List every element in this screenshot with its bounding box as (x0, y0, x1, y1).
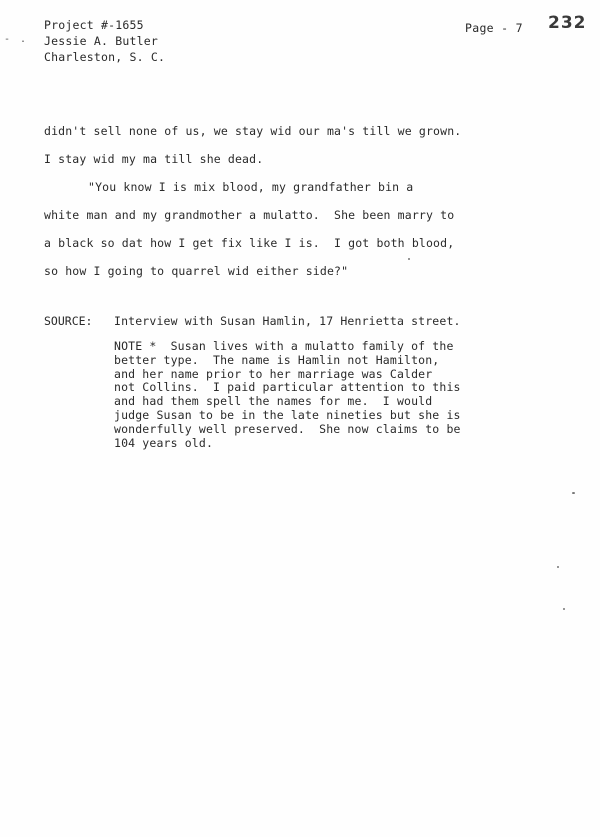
source-label: SOURCE: (44, 314, 93, 328)
note-block (114, 340, 461, 450)
source-text: Interview with Susan Hamlin, 17 Henrietta street. (114, 314, 461, 328)
paper-speck (557, 566, 559, 568)
body-line: white man and my grandmother a mulatto. She been marry to (44, 208, 455, 222)
paper-speck (572, 492, 575, 494)
note-line: and had them spell the names for me. I would (114, 394, 433, 409)
note-line: NOTE * Susan lives with a mulatto family of the (114, 339, 454, 353)
location: Charleston, S. C. (44, 50, 166, 64)
note-line: and her name prior to her marriage was Calder (114, 366, 433, 381)
note-line: better type. The name is Hamlin not Hamilton, (114, 352, 440, 367)
note-line: not Collins. I paid particular attention to this (114, 380, 461, 395)
body-line: a black so dat how I get fix like I is. I got both blood, (44, 236, 455, 250)
stamped-page-number: 232 (548, 13, 587, 33)
body-line: so how I going to quarrel wid either side?" (44, 264, 349, 278)
body-line: "You know I is mix blood, my grandfather bin a (88, 180, 414, 194)
note-line: judge Susan to be in the late nineties but she is (114, 407, 461, 422)
interview-body (44, 123, 564, 291)
author-name: Jessie A. Butler (44, 34, 158, 48)
note-line: 104 years old. (114, 435, 214, 450)
project-number: Project #-1655 (44, 18, 144, 32)
body-line: didn't sell none of us, we stay wid our ma's till we grown. (44, 124, 462, 138)
margin-mark: - . (4, 34, 29, 45)
page-number: Page - 7 (465, 21, 523, 35)
paper-speck (563, 608, 565, 610)
body-line: I stay wid my ma till she dead. (44, 152, 264, 166)
paper-speck (408, 258, 410, 260)
header-block (44, 17, 165, 65)
note-line: wonderfully well preserved. She now claims to be (114, 421, 461, 436)
